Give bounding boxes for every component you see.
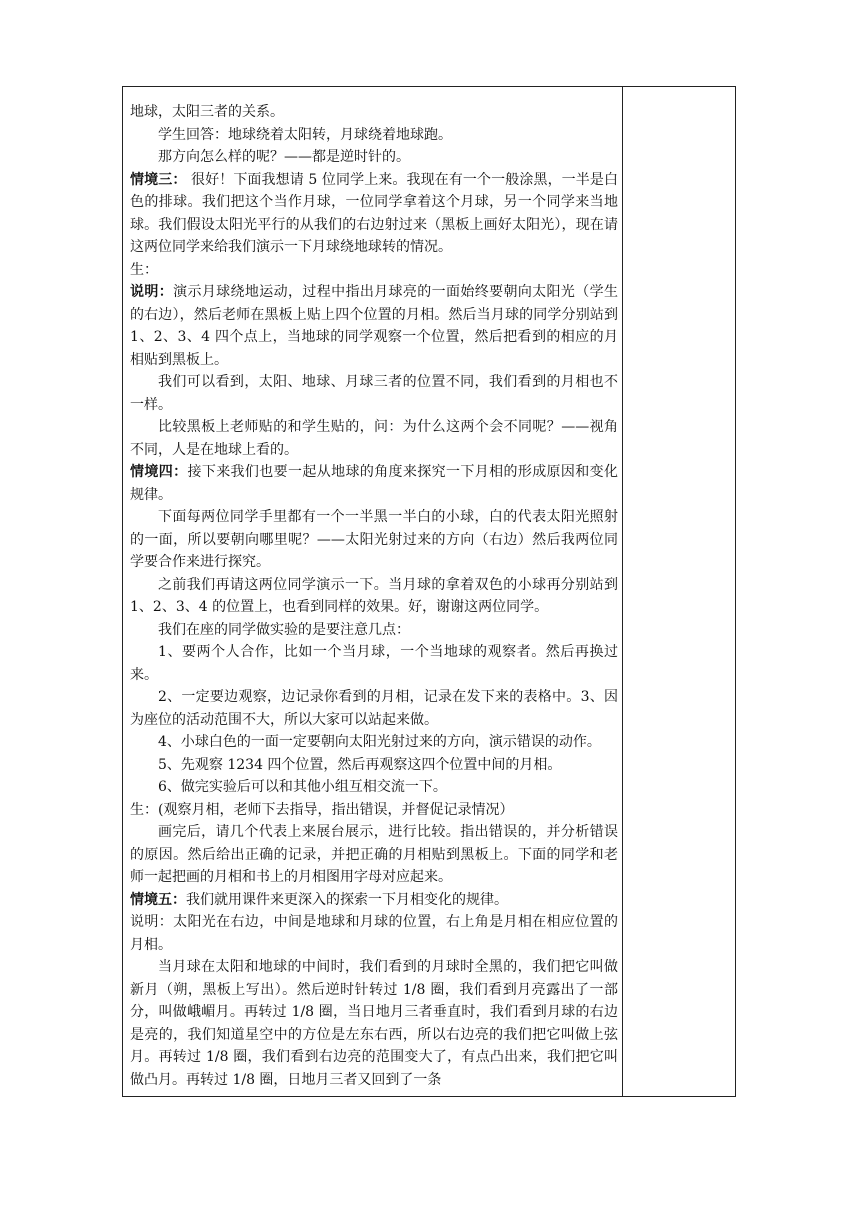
paragraph [130, 956, 618, 1091]
section-label: 情境三： [130, 171, 187, 188]
section-label: 说明： [130, 284, 174, 300]
paragraph-text: 我们可以看到，太阳、地球、月球三者的位置不同，我们看到的月相也不一样。 [130, 374, 618, 413]
paragraph [130, 776, 618, 799]
paragraph-text: 2、一定要边观察，边记录你看到的月相，记录在发下来的表格中。3、因为座位的活动范围不大，所以大家可以站起来做。 [130, 689, 618, 728]
paragraph-text: 画完后，请几个代表上来展台展示，进行比较。指出错误的，并分析错误的原因。然后给出正确的记录，并把正确的月相贴到黑板上。下面的同学和老师一起把画的月相和书上的月相图用字母对应起来。 [130, 824, 618, 885]
paragraph [130, 101, 618, 124]
paragraph-text: 生： [130, 261, 158, 278]
paragraph [130, 146, 618, 169]
paragraph-text: 比较黑板上老师贴的和学生贴的，问：为什么这两个会不同呢？——视角不同，人是在地球上看的。 [130, 419, 618, 458]
paragraph-text: 接下来我们也要一起从地球的角度来探究一下月相的形成原因和变化规律。 [130, 464, 619, 503]
paragraph-text: 1、要两个人合作，比如一个当月球，一个当地球的观察者。然后再换过来。 [130, 644, 618, 683]
paragraph-text: 之前我们再请这两位同学演示一下。当月球的拿着双色的小球再分别站到 1、2、3、4 的位置上，也看到同样的效果。好，谢谢这两位同学。 [130, 576, 618, 615]
lesson-content [130, 101, 618, 1091]
paragraph [130, 821, 618, 889]
paragraph-text: 5、先观察 1234 四个位置，然后再观察这四个位置中间的月相。 [158, 756, 562, 773]
paragraph [130, 574, 618, 619]
paragraph [130, 686, 618, 731]
paragraph [130, 754, 618, 777]
paragraph [130, 416, 618, 461]
paragraph-text: 地球，太阳三者的关系。 [130, 104, 284, 120]
section-label: 情境五： [130, 891, 186, 908]
paragraph [130, 124, 618, 147]
paragraph [130, 461, 618, 506]
paragraph-text: 6、做完实验后可以和其他小组互相交流一下。 [158, 779, 447, 795]
section-label: 情境四： [130, 464, 188, 480]
paragraph [130, 799, 618, 822]
paragraph-text: 下面每两位同学手里都有一个一半黑一半白的小球，白的代表太阳光照射的一面，所以要朝向哪里呢？——太阳光射过来的方向（右边）然后我两位同学要合作来进行探究。 [130, 509, 618, 570]
paragraph [130, 641, 618, 686]
paragraph [130, 371, 618, 416]
paragraph [130, 911, 618, 956]
paragraph-text: 那方向怎么样的呢？——都是逆时针的。 [158, 149, 410, 165]
paragraph [130, 506, 618, 574]
paragraph [130, 281, 618, 371]
paragraph-text: 我们在座的同学做实验的是要注意几点： [158, 621, 410, 638]
paragraph-text: 当月球在太阳和地球的中间时，我们看到的月球时全黑的，我们把它叫做新月（朔，黑板上写出）。然后逆时针转过 1/8 圈，我们看到月亮露出了一部分，叫做峨嵋月。再转过 1/8 圈，当日地月三者垂直时，我们看到月球的右边是亮的，我们知道星空中的方位是左东右西，所以右边亮的我们把它叫做上弦月。再转过 1/8 圈，我们看到右边亮的范围变大了，有点凸出来，我们把它叫做凸月。再转过 1/8 圈，日地月三者又回到了一条 [130, 959, 618, 1088]
paragraph [130, 731, 618, 754]
paragraph-text: 说明：太阳光在右边，中间是地球和月球的位置，右上角是月相在相应位置的月相。 [130, 914, 618, 953]
paragraph [130, 169, 618, 259]
paragraph-text: 我们就用课件来更深入的探索一下月相变化的规律。 [186, 891, 508, 908]
paragraph-text: 学生回答：地球绕着太阳转，月球绕着地球跑。 [158, 126, 452, 143]
paragraph-text: 很好！下面我想请 5 位同学上来。我现在有一个一般涂黑，一半是白色的排球。我们把这个当作月球，一位同学拿着这个月球，另一个同学来当地球。我们假设太阳光平行的从我们的右边射过来（黑板上画好太阳光），现在请这两位同学来给我们演示一下月球绕地球转的情况。 [130, 171, 619, 255]
paragraph [130, 259, 618, 282]
table-column-divider [622, 86, 623, 1097]
paragraph-text: 演示月球绕地运动，过程中指出月球亮的一面始终要朝向太阳光（学生的右边），然后老师在黑板上贴上四个位置的月相。然后当月球的同学分别站到 1、2、3、4 四个点上，当地球的同学观察一个位置，然后把看到的相应的月相贴到黑板上。 [130, 284, 619, 368]
paragraph-text: 4、小球白色的一面一定要朝向太阳光射过来的方向，演示错误的动作。 [158, 734, 601, 750]
paragraph [130, 889, 618, 912]
paragraph-text: 生：(观察月相，老师下去指导，指出错误，并督促记录情况） [130, 801, 514, 818]
paragraph [130, 619, 618, 642]
